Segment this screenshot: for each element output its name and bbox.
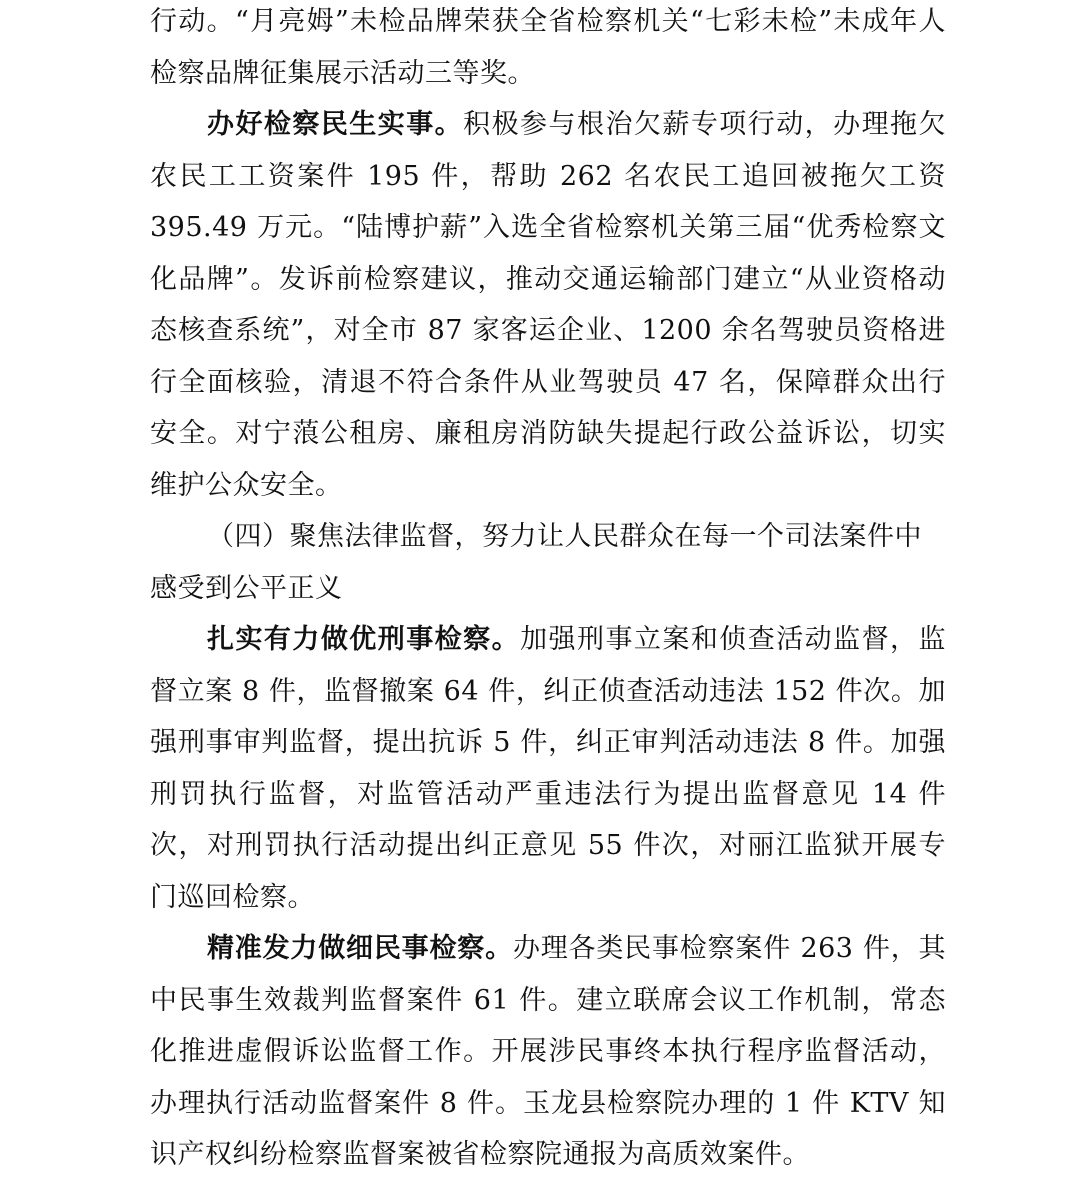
paragraph-text: 积极参与根治欠薪专项行动，办理拖欠农民工工资案件 195 件，帮助 262 名农民工追回被拖欠工资 395.49 万元。“陆博护薪”入选全省检察机关第三届“优秀检察文化品牌”。发诉前检察建议，推动交通运输部门建立“从业资格动态核查系统”，对全市 87 家客运企业、1200 余名驾驶员资格进行全面核验，清退不符合条件从业驾驶员 47 名，保障群众出行安全。对宁蒗公租房、廉租房消防缺失提起行政公益诉讼，切实维护公众安全。 <box>150 109 946 501</box>
section-heading: （四）聚焦法律监督，努力让人民群众在每一个司法案件中感受到公平正义 <box>150 521 922 604</box>
paragraph-lead: 扎实有力做优刑事检察。 <box>207 624 521 655</box>
paragraph-text: 加强刑事立案和侦查活动监督，监督立案 8 件，监督撤案 64 件，纠正侦查活动违法 152 件次。加强刑事审判监督，提出抗诉 5 件，纠正审判活动违法 8 件。加强刑罚执行监督，对监管活动严重违法行为提出监督意见 14 件次，对刑罚执行活动提出纠正意见 55 件次，对丽江监狱开展专门巡回检察。 <box>150 624 947 913</box>
document-page <box>150 0 946 1181</box>
paragraph-civil <box>150 923 946 1181</box>
paragraph-text: 办理各类民事检察案件 263 件，其中民事生效裁判监督案件 61 件。建立联席会议工作机制，常态化推进虚假诉讼监督工作。开展涉民事终本执行程序监督活动，办理执行活动监督案件 8 件。玉龙县检察院办理的 1 件 KTV 知识产权纠纷检察监督案被省检察院通报为高质效案件。 <box>150 933 947 1170</box>
paragraph-criminal <box>150 614 946 923</box>
paragraph-lead: 办好检察民生实事。 <box>207 109 464 140</box>
paragraph-continuation <box>150 0 946 99</box>
paragraph-lead: 精准发力做细民事检察。 <box>207 933 513 964</box>
paragraph-text: 行动。“月亮姆”未检品牌荣获全省检察机关“七彩未检”未成年人检察品牌征集展示活动三等奖。 <box>150 6 946 89</box>
paragraph-livelihood <box>150 99 946 511</box>
